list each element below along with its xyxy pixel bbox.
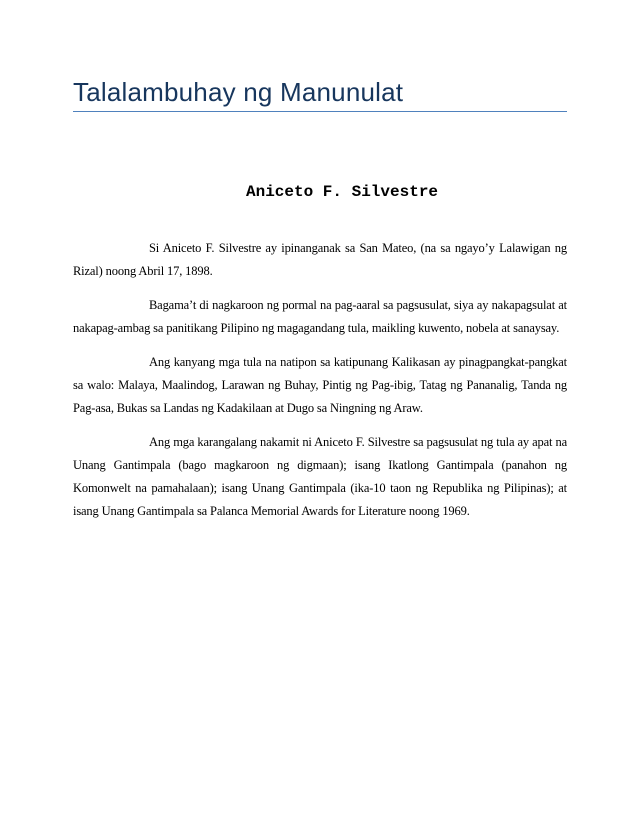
title-underline — [73, 111, 567, 112]
document-title: Talalambuhay ng Manunulat — [73, 77, 404, 107]
biography-body — [73, 237, 567, 534]
paragraph-awards: Ang mga karangalang nakamit ni Aniceto F. Silvestre sa pagsusulat ng tula ay apat na Unang Gantimpala (bago magkaroon ng digmaan); isang Ikatlong Gantimpala (panahon ng Komonwelt na pamahalaan); isang Unang Gantimpala (ika-10 taon ng Republika ng Pilipinas); at isang Unang Gantimpala sa Palanca Memorial Awards for Literature noong 1969. — [73, 435, 567, 518]
paragraph-birth: Si Aniceto F. Silvestre ay ipinanganak sa San Mateo, (na sa ngayo’y Lalawigan ng Rizal) noong Abril 17, 1898. — [73, 241, 567, 278]
author-name-heading: Aniceto F. Silvestre — [245, 183, 439, 201]
paragraph-poems: Ang kanyang mga tula na natipon sa katipunang Kalikasan ay pinagpangkat-pangkat sa walo: Malaya, Maalindog, Larawan ng Buhay, Pintig ng Pag-ibig, Tatag ng Pananalig, Tanda ng Pag-asa, Bukas sa Landas ng Kadakilaan at Dugo sa Ningning ng Araw. — [73, 355, 567, 415]
paragraph-education: Bagama’t di nagkaroon ng pormal na pag-aaral sa pagsusulat, siya ay nakapagsulat at nakapag-ambag sa panitikang Pilipino ng magagandang tula, maikling kuwento, nobela at sanaysay. — [73, 298, 567, 335]
